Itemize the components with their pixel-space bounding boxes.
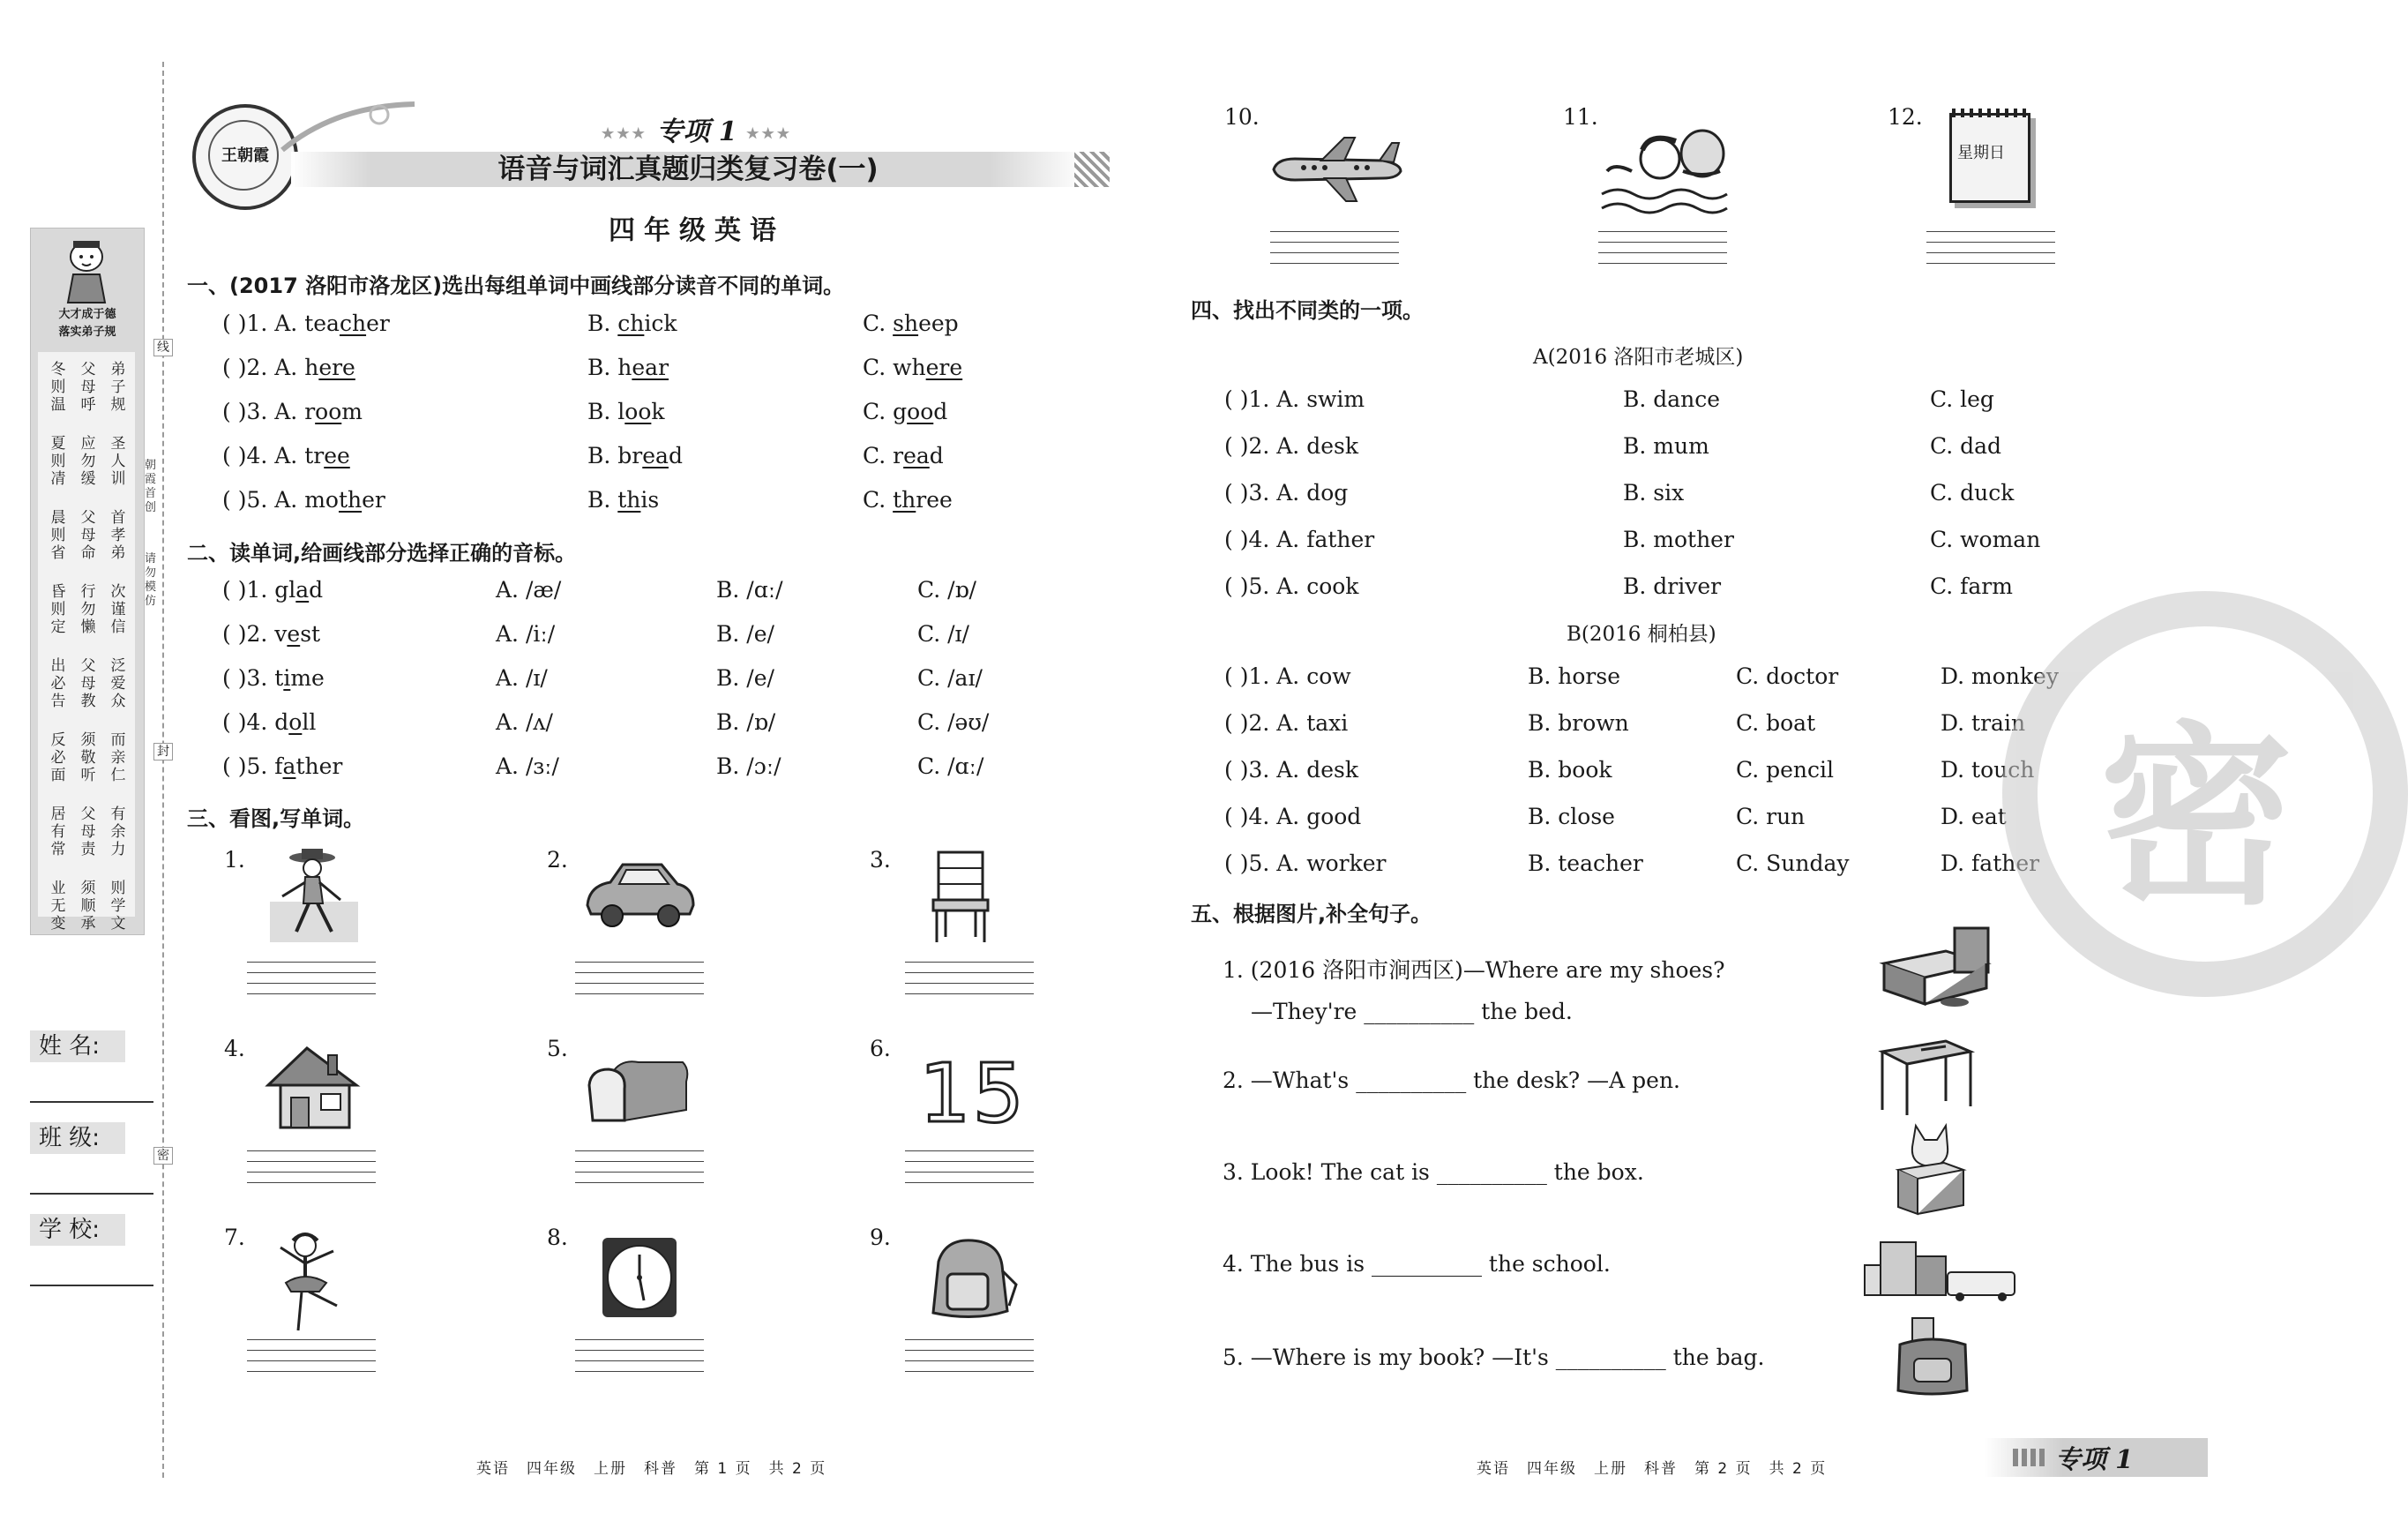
question-number[interactable]: ( )1. [222,577,275,603]
sidebar-panel [30,228,145,935]
question-row[interactable]: ( )5. A. worker [1224,850,1387,876]
underlined-part: sh [893,311,919,336]
option-a[interactable]: A. /ɪ/ [496,665,548,691]
pattern-decoration [1074,152,1110,187]
car-icon [582,856,697,935]
ballet-girl-icon [266,1228,346,1334]
option-a: here [304,355,355,380]
rule-line: 弟子规 [110,361,126,414]
option-a[interactable]: A. /ɜː/ [496,753,559,779]
option-c[interactable]: C. doctor [1736,663,1839,689]
picture-label: 9. [870,1225,891,1250]
class-field[interactable] [30,1193,153,1195]
rule-line: 首孝弟 [110,509,126,562]
option-b[interactable]: B. brown [1528,710,1629,736]
question-row[interactable]: ( )4. A. good [1224,804,1362,829]
rule-line: 父母教 [80,657,96,710]
underlined-part: ear [632,355,669,380]
option-c[interactable]: C. pencil [1736,757,1835,783]
cat-in-box-icon [1895,1120,1965,1216]
answer-lines[interactable] [905,1339,1034,1375]
option-d[interactable]: D. eat [1941,804,2007,829]
rule-line: 泛爱众 [110,657,126,710]
page-title: 语音与词汇真题归类复习卷(一) [497,154,879,185]
option-b[interactable]: B. /ɑː/ [716,577,783,603]
name-field[interactable] [30,1101,153,1103]
answer-lines[interactable] [575,962,704,997]
underlined-part: th [617,487,641,513]
question-row [222,487,385,513]
rule-line: 父母命 [80,509,96,562]
answer-lines[interactable] [575,1150,704,1186]
question-number[interactable]: ( )4. A. [222,443,305,468]
question-row[interactable]: ( )2. A. taxi [1224,710,1349,736]
option-c[interactable]: C. /ɪ/ [917,621,969,647]
binding-line [162,62,164,1478]
sentence: 3. Look! The cat is __________ the box. [1223,1159,1644,1185]
picture-label: 12. [1888,104,1923,130]
chair-icon [926,849,997,946]
option-b-word: chick [617,311,677,336]
question-number[interactable]: ( )3. A. [222,399,305,424]
calendar-icon [1949,113,2030,203]
question-row [222,577,323,603]
rule-line: 出必告 [50,657,66,710]
rule-line: 则学文 [110,880,126,933]
option-a: tree [304,443,350,468]
question-number[interactable]: ( )1. A. [222,311,305,336]
underlined-part: ch [617,311,645,336]
underlined-part: ch [339,311,367,336]
option-b: B. bread [587,443,683,468]
option-c[interactable]: C. /ɑː/ [917,753,984,779]
schoolbag-icon [921,1235,1018,1323]
option-c[interactable]: C. woman [1930,527,2041,552]
bed-icon [1875,919,1995,1009]
question-word: vest [274,621,321,647]
rule-line: 父母呼 [80,361,96,414]
binding-mark: 密 [153,1147,173,1165]
option-d[interactable]: D. father [1941,850,2040,876]
option-c: C. good [863,399,948,424]
question-row[interactable]: ( )4. A. father [1224,527,1375,552]
section-3-title: 三、看图,写单词。 [187,806,365,831]
option-a[interactable]: A. /ʌ/ [496,709,553,735]
question-word: father [274,753,343,779]
rule-line: 次谨信 [110,583,126,636]
option-b[interactable]: B. teacher [1528,850,1643,876]
answer-lines[interactable] [247,962,376,997]
rule-line: 反必面 [50,731,66,784]
section-5-title: 五、根据图片,补全句子。 [1191,902,1432,926]
underlined-part: a [295,577,310,603]
sentence: 5. —Where is my book? —It's __________ the bag. [1223,1345,1765,1370]
option-c[interactable]: C. duck [1930,480,2015,506]
option-b-word: look [617,399,665,424]
section-2-title: 二、读单词,给画线部分选择正确的音标。 [187,541,577,566]
picture-label: 4. [224,1036,245,1061]
part-a-title: A(2016 洛阳市老城区) [1533,346,1744,369]
question-row[interactable]: ( )5. A. cook [1224,573,1359,599]
bag-with-book-icon [1893,1315,1972,1397]
answer-lines[interactable] [905,1150,1034,1186]
rule-line: 昏则定 [50,583,66,636]
option-b[interactable]: B. driver [1623,573,1722,599]
calendar-text: 星期日 [1957,144,2005,162]
option-b[interactable]: B. /ɒ/ [716,709,776,735]
binding-mark: 线 [153,339,173,356]
question-number[interactable]: ( )2. [222,621,275,647]
underlined-part: ere [925,355,963,380]
airplane-icon [1268,134,1404,205]
cartoon-student-icon [57,236,116,304]
option-c[interactable]: C. Sunday [1736,850,1850,876]
corner-label: 专项 1 [2055,1444,2134,1474]
desk-icon [1877,1032,1974,1117]
rule-line: 而亲仁 [110,731,126,784]
question-number[interactable]: ( )5. [222,753,275,779]
clock-icon [600,1235,679,1320]
answer-lines[interactable] [1598,231,1727,266]
picture-label: 1. [224,847,245,873]
rule-line: 父母责 [80,805,96,858]
rule-line: 夏则凊 [50,435,66,488]
underlined-part: ea [642,443,669,468]
picture-label: 11. [1563,104,1598,130]
underlined-part: oo [624,399,652,424]
option-c: C. where [863,355,963,380]
option-b[interactable]: B. book [1528,757,1612,783]
question-row [222,311,390,336]
rule-line: 行勿懒 [80,583,96,636]
option-c[interactable]: C. /aɪ/ [917,665,983,691]
option-a: mother [304,487,385,513]
option-b[interactable]: B. horse [1528,663,1620,689]
option-c[interactable]: C. boat [1736,710,1816,736]
dancing-boy-icon [270,847,358,944]
rule-line: 圣人训 [110,435,126,488]
school-field[interactable] [30,1285,153,1286]
underlined-part: oo [315,399,342,424]
option-c-word: where [893,355,963,380]
underlined-part: a [282,753,296,779]
option-a: room [304,399,363,424]
picture-label: 8. [547,1225,568,1250]
question-row [222,443,350,468]
option-b: B. chick [587,311,677,336]
question-row[interactable]: ( )1. A. swim [1224,386,1365,412]
option-b[interactable]: B. close [1528,804,1615,829]
question-row [222,753,342,779]
option-d[interactable]: D. touch [1941,757,2035,783]
option-b: B. this [587,487,660,513]
underlined-part: th [893,487,916,513]
class-label: 班 级: [30,1122,125,1154]
rule-line: 冬则温 [50,361,66,414]
number-15: 15 [919,1046,1027,1141]
section-1-title: 一、(2017 洛阳市洛龙区)选出每组单词中画线部分读音不同的单词。 [187,273,845,298]
option-b: B. look [587,399,665,424]
question-number[interactable]: ( )2. A. [222,355,305,380]
binding-mark: 封 [153,743,173,761]
option-b-word: this [617,487,660,513]
option-c[interactable]: C. run [1736,804,1806,829]
rule-line: 须顺承 [80,880,96,933]
page-footer-right: 英语 四年级 上册 科普 第 2 页 共 2 页 [1477,1460,1828,1478]
underlined-part: oo [907,399,934,424]
option-c-word: good [893,399,948,424]
sentence: 4. The bus is __________ the school. [1223,1251,1611,1277]
option-c: C. sheep [863,311,959,336]
underlined-part: ee [324,443,350,468]
question-word: glad [274,577,324,603]
option-c[interactable]: C. /ɒ/ [917,577,976,603]
question-word: doll [274,709,317,735]
section-4-title: 四、找出不同类的一项。 [1191,298,1424,323]
sentence: 2. —What's __________ the desk? —A pen. [1223,1068,1681,1093]
option-d[interactable]: D. train [1941,710,2026,736]
page-subtitle: 四年级英语 [609,215,785,246]
picture-label: 10. [1224,104,1260,130]
option-b: B. hear [587,355,669,380]
question-number[interactable]: ( )4. [222,709,275,735]
question-word: time [274,665,325,691]
option-b[interactable]: B. dance [1623,386,1721,412]
answer-lines[interactable] [247,1150,376,1186]
picture-label: 6. [870,1036,891,1061]
corner-dots [2013,1449,2048,1466]
bread-icon [586,1055,692,1126]
question-row[interactable]: ( )2. A. desk [1224,433,1358,459]
vertical-note: 请勿模仿 [145,552,157,608]
part-b-title: B(2016 桐柏县) [1567,623,1716,646]
underlined-part: th [338,487,363,513]
rule-line: 须敬听 [80,731,96,784]
question-number[interactable]: ( )5. A. [222,487,305,513]
underlined-part: ere [318,355,355,380]
question-row [222,665,325,691]
question-row [222,621,320,647]
picture-label: 7. [224,1225,245,1250]
option-d[interactable]: D. monkey [1941,663,2059,689]
option-b-word: hear [617,355,669,380]
picture-label: 5. [547,1036,568,1061]
answer-lines[interactable] [247,1339,376,1375]
option-a[interactable]: A. /iː/ [496,621,556,647]
name-label: 姓 名: [30,1030,125,1062]
option-c[interactable]: C. dad [1930,433,2002,459]
rule-line: 居有常 [50,805,66,858]
question-row [222,709,316,735]
rule-line: 业无变 [50,880,66,933]
option-c[interactable]: C. /əʊ/ [917,709,990,735]
option-b-word: bread [617,443,683,468]
swimming-boy-icon [1597,118,1729,221]
option-c-word: read [893,443,944,468]
bus-school-icon [1861,1233,2020,1304]
rule-line: 有余力 [110,805,126,858]
rule-column [77,361,100,954]
option-b[interactable]: B. /e/ [716,621,774,647]
sentence: 1. (2016 洛阳市涧西区)—Where are my shoes? [1223,957,1725,983]
sentence: —They're __________ the bed. [1251,999,1573,1024]
option-a: teacher [304,311,390,336]
underlined-part: ea [903,443,930,468]
page-footer-left: 英语 四年级 上册 科普 第 1 页 共 2 页 [476,1460,827,1478]
ribbon-decoration [282,97,423,159]
sidebar-rules [38,352,135,933]
question-number[interactable]: ( )3. [222,665,275,691]
rule-line: 应勿缓 [80,435,96,488]
question-row[interactable]: ( )3. A. desk [1224,757,1358,783]
answer-lines[interactable] [1270,231,1399,266]
option-c-word: three [893,487,953,513]
underlined-part: i [283,665,291,691]
special-heading: ★★★ 专项 1 ★★★ [601,116,793,147]
option-b[interactable]: B. mother [1623,527,1734,552]
option-c-word: sheep [893,311,959,336]
school-label: 学 校: [30,1214,125,1246]
question-row[interactable]: ( )3. A. dog [1224,480,1349,506]
rule-column [107,361,130,954]
vertical-note: 朝霞首创 [145,459,157,514]
answer-lines[interactable] [1926,231,2055,266]
question-row [222,355,355,380]
brand-logo: 王朝霞 [192,104,298,210]
rule-column [47,361,70,954]
option-a[interactable]: A. /æ/ [496,577,562,603]
option-b[interactable]: B. /ɔː/ [716,753,781,779]
house-icon [265,1043,362,1131]
rule-line: 晨则省 [50,509,66,562]
option-b[interactable]: B. mum [1623,433,1709,459]
option-b[interactable]: B. /e/ [716,665,774,691]
watermark-stamp: 密 [2002,591,2408,997]
answer-lines[interactable] [905,962,1034,997]
underlined-part: e [287,621,301,647]
picture-label: 2. [547,847,568,873]
option-c: C. three [863,487,953,513]
underlined-part: o [288,709,303,735]
option-c[interactable]: C. leg [1930,386,1994,412]
answer-lines[interactable] [575,1339,704,1375]
option-c[interactable]: C. farm [1930,573,2013,599]
question-row[interactable]: ( )1. A. cow [1224,663,1351,689]
option-c: C. read [863,443,944,468]
question-row [222,399,363,424]
sidebar-motto: 大才成于德 落实弟子规 [58,308,116,339]
option-b[interactable]: B. six [1623,480,1685,506]
picture-label: 3. [870,847,891,873]
